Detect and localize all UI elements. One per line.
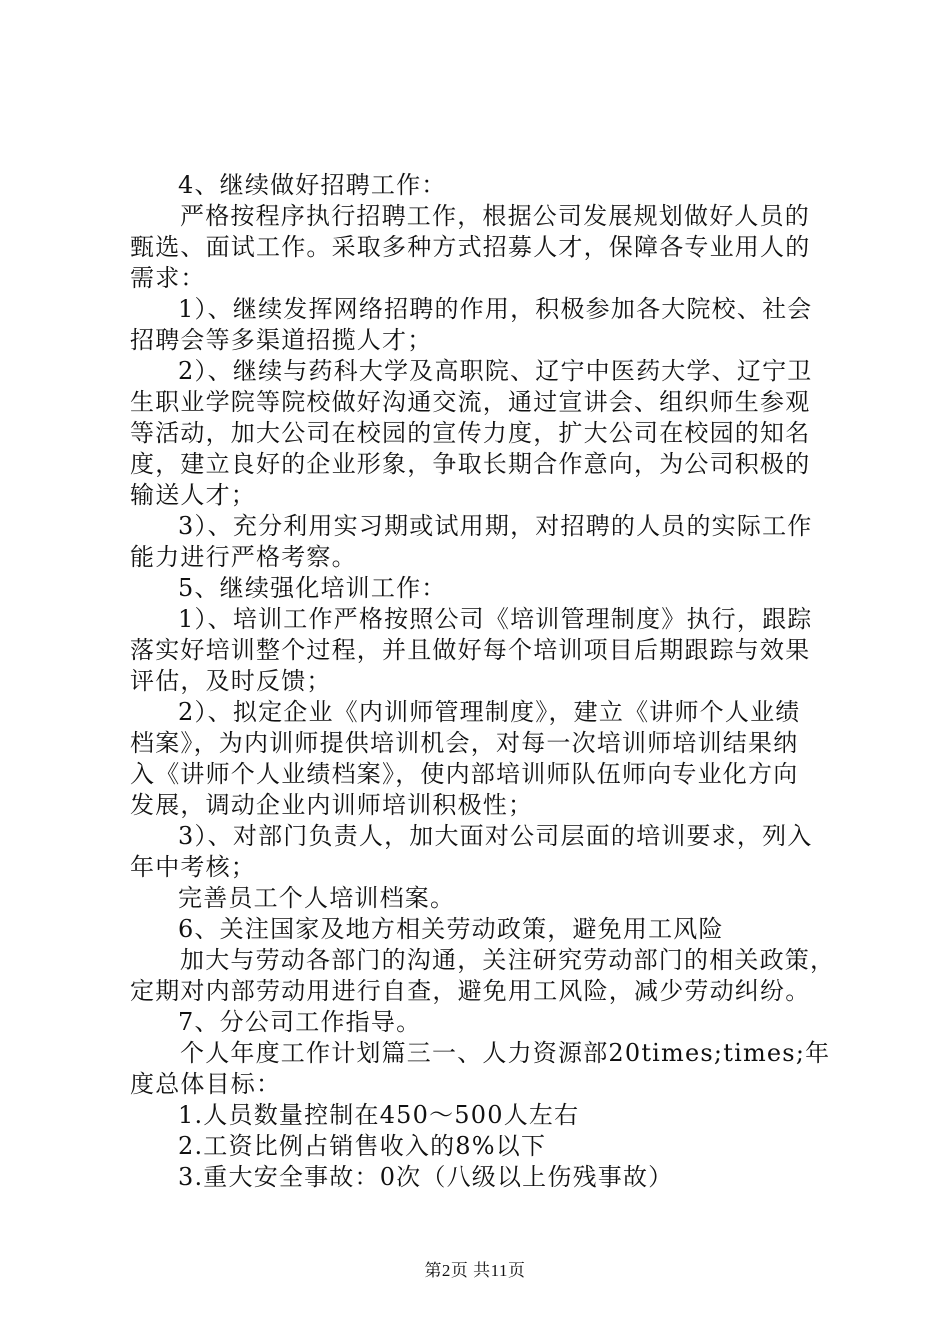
text-line: 等活动，加大公司在校园的宣传力度，扩大公司在校园的知名 — [130, 419, 811, 447]
text-line: 加大与劳动各部门的沟通，关注研究劳动部门的相关政策， — [180, 946, 836, 974]
text-line: 7、分公司工作指导。 — [178, 1008, 422, 1036]
text-line: 招聘会等多渠道招揽人才； — [130, 326, 433, 354]
text-line: 3）、充分利用实习期或试用期，对招聘的人员的实际工作 — [178, 512, 813, 540]
text-line: 2.工资比例占销售收入的8%以下 — [178, 1132, 547, 1160]
text-line: 1）、培训工作严格按照公司《培训管理制度》执行，跟踪 — [178, 605, 813, 633]
text-line: 2）、拟定企业《内训师管理制度》，建立《讲师个人业绩 — [178, 698, 801, 726]
text-line: 落实好培训整个过程，并且做好每个培训项目后期跟踪与效果 — [130, 636, 811, 664]
text-line: 1.人员数量控制在450～500人左右 — [178, 1101, 580, 1129]
text-line: 度总体目标： — [130, 1070, 282, 1098]
text-line: 年中考核； — [130, 853, 256, 881]
text-line: 定期对内部劳动用进行自查，避免用工风险，减少劳动纠纷。 — [130, 977, 811, 1005]
page-footer: 第2页 共11页 — [424, 1261, 526, 1280]
text-line: 1）、继续发挥网络招聘的作用，积极参加各大院校、社会 — [178, 295, 813, 323]
text-line: 需求： — [130, 264, 206, 292]
text-line: 2）、继续与药科大学及高职院、辽宁中医药大学、辽宁卫 — [178, 357, 813, 385]
text-line: 入《讲师个人业绩档案》，使内部培训师队伍师向专业化方向 — [130, 760, 799, 788]
text-line: 评估，及时反馈； — [130, 667, 332, 695]
text-line: 发展，调动企业内训师培训积极性； — [130, 791, 534, 819]
text-line: 能力进行严格考察。 — [130, 543, 357, 571]
text-line: 甄选、面试工作。采取多种方式招募人才，保障各专业用人的 — [130, 233, 811, 261]
text-line: 输送人才； — [130, 481, 256, 509]
text-line: 生职业学院等院校做好沟通交流，通过宣讲会、组织师生参观 — [130, 388, 811, 416]
text-line: 度，建立良好的企业形象，争取长期合作意向，为公司积极的 — [130, 450, 811, 478]
text-line: 完善员工个人培训档案。 — [178, 884, 456, 912]
text-line: 5、继续强化培训工作： — [178, 574, 447, 602]
text-line: 6、关注国家及地方相关劳动政策，避免用工风险 — [178, 915, 724, 943]
text-line: 3.重大安全事故：0次（八级以上伤残事故） — [178, 1163, 674, 1191]
document-body — [130, 170, 836, 1193]
text-line: 3）、对部门负责人，加大面对公司层面的培训要求，列入 — [178, 822, 813, 850]
text-line: 严格按程序执行招聘工作，根据公司发展规划做好人员的 — [180, 202, 810, 230]
text-line: 4、继续做好招聘工作： — [178, 171, 447, 199]
text-line: 个人年度工作计划篇三一、人力资源部20times;times;年 — [180, 1039, 831, 1067]
text-line: 档案》，为内训师提供培训机会，对每一次培训师培训结果纳 — [130, 729, 799, 757]
